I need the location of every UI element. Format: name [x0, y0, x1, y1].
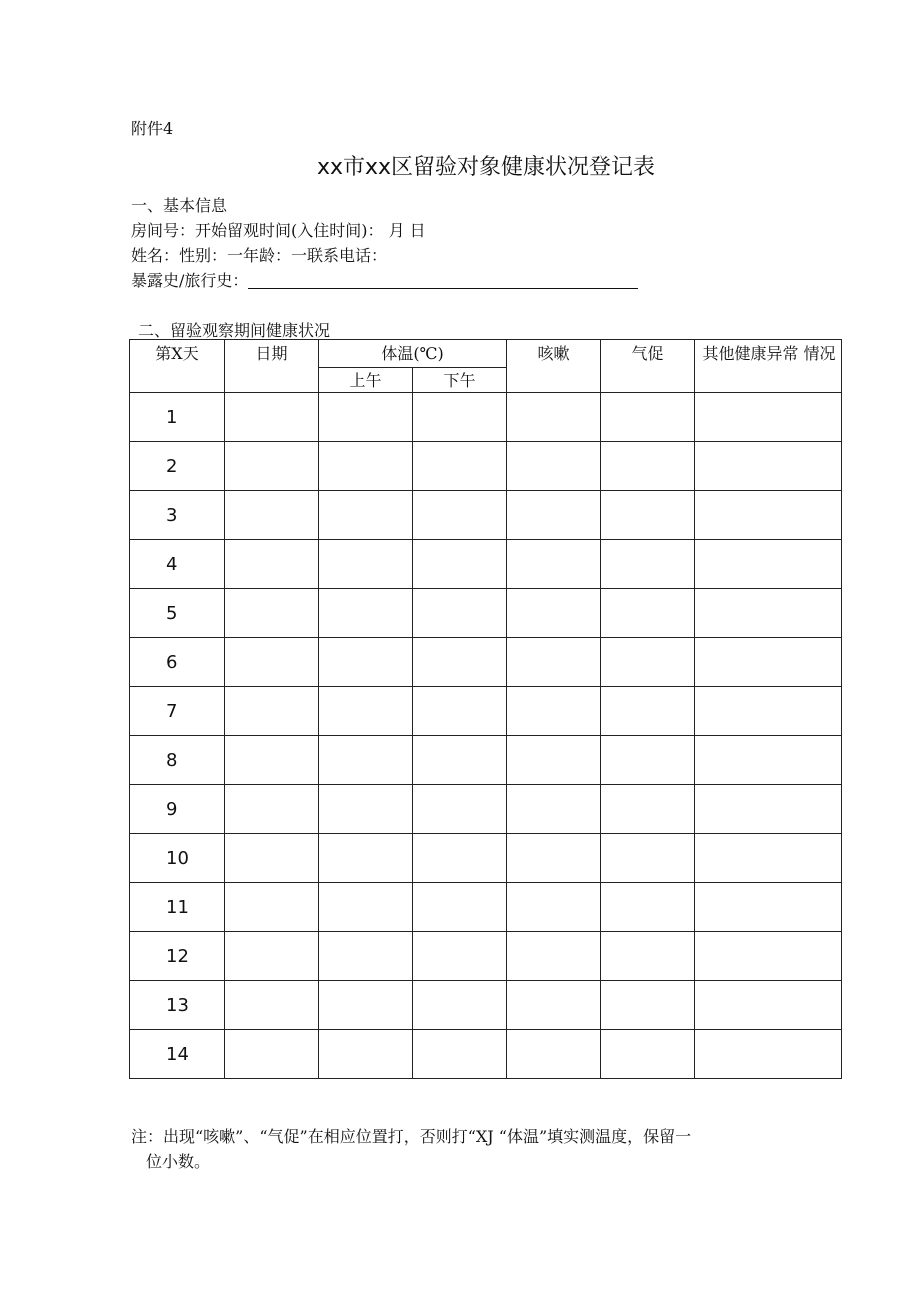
- day-number-cell: 3: [130, 491, 225, 540]
- temp-pm-cell[interactable]: [413, 883, 507, 932]
- table-row: [130, 638, 842, 687]
- note-line-2: 位小数。: [146, 1152, 211, 1171]
- form-title: xx市xx区留验对象健康状况登记表: [316, 155, 656, 180]
- day-number-cell: 7: [130, 687, 225, 736]
- date-cell[interactable]: [225, 1030, 319, 1079]
- temp-pm-cell[interactable]: [413, 638, 507, 687]
- temp-am-cell[interactable]: [319, 736, 413, 785]
- breath-cell[interactable]: [601, 540, 695, 589]
- temp-pm-cell[interactable]: [413, 442, 507, 491]
- breath-cell[interactable]: [601, 687, 695, 736]
- breath-cell[interactable]: [601, 491, 695, 540]
- date-cell[interactable]: [225, 834, 319, 883]
- cough-cell[interactable]: [507, 442, 601, 491]
- header-shortness-of-breath: 气促: [601, 340, 695, 393]
- date-cell[interactable]: [225, 442, 319, 491]
- day-number-cell: 2: [130, 442, 225, 491]
- table-row: [130, 1030, 842, 1079]
- temp-am-cell[interactable]: [319, 981, 413, 1030]
- breath-cell[interactable]: [601, 589, 695, 638]
- other-cell[interactable]: [695, 1030, 842, 1079]
- temp-am-cell[interactable]: [319, 589, 413, 638]
- cough-cell[interactable]: [507, 834, 601, 883]
- temp-pm-cell[interactable]: [413, 785, 507, 834]
- other-cell[interactable]: [695, 932, 842, 981]
- table-row: [130, 834, 842, 883]
- temp-am-cell[interactable]: [319, 540, 413, 589]
- temp-am-cell[interactable]: [319, 932, 413, 981]
- temp-pm-cell[interactable]: [413, 1030, 507, 1079]
- day-number-cell: 10: [130, 834, 225, 883]
- date-cell[interactable]: [225, 540, 319, 589]
- breath-cell[interactable]: [601, 981, 695, 1030]
- breath-cell[interactable]: [601, 638, 695, 687]
- header-temperature: 体温(℃): [319, 340, 507, 368]
- table-row: [130, 932, 842, 981]
- temp-am-cell[interactable]: [319, 442, 413, 491]
- day-number-cell: 6: [130, 638, 225, 687]
- cough-cell[interactable]: [507, 932, 601, 981]
- day-number-cell: 5: [130, 589, 225, 638]
- cough-cell[interactable]: [507, 540, 601, 589]
- header-day: 第X天: [130, 340, 225, 393]
- cough-cell[interactable]: [507, 736, 601, 785]
- date-cell[interactable]: [225, 393, 319, 442]
- date-cell[interactable]: [225, 981, 319, 1030]
- temp-pm-cell[interactable]: [413, 932, 507, 981]
- temp-am-cell[interactable]: [319, 491, 413, 540]
- header-afternoon: 下午: [413, 368, 507, 393]
- temp-pm-cell[interactable]: [413, 540, 507, 589]
- temp-am-cell[interactable]: [319, 687, 413, 736]
- breath-cell[interactable]: [601, 785, 695, 834]
- table-row: [130, 883, 842, 932]
- table-row: [130, 589, 842, 638]
- other-cell[interactable]: [695, 393, 842, 442]
- date-cell[interactable]: [225, 932, 319, 981]
- day-number-cell: 13: [130, 981, 225, 1030]
- breath-cell[interactable]: [601, 393, 695, 442]
- table-header-row: [130, 340, 842, 368]
- temp-am-cell[interactable]: [319, 834, 413, 883]
- temp-pm-cell[interactable]: [413, 981, 507, 1030]
- table-row: [130, 442, 842, 491]
- breath-cell[interactable]: [601, 1030, 695, 1079]
- other-cell[interactable]: [695, 638, 842, 687]
- other-cell[interactable]: [695, 981, 842, 1030]
- day-number-cell: 12: [130, 932, 225, 981]
- temp-pm-cell[interactable]: [413, 393, 507, 442]
- exposure-history-label: 暴露史/旅行史：: [131, 271, 249, 290]
- table-row: [130, 981, 842, 1030]
- day-number-cell: 9: [130, 785, 225, 834]
- temp-am-cell[interactable]: [319, 393, 413, 442]
- other-cell[interactable]: [695, 442, 842, 491]
- day-number-cell: 14: [130, 1030, 225, 1079]
- cough-cell[interactable]: [507, 1030, 601, 1079]
- temp-pm-cell[interactable]: [413, 589, 507, 638]
- table-row: [130, 785, 842, 834]
- breath-cell[interactable]: [601, 883, 695, 932]
- other-cell[interactable]: [695, 834, 842, 883]
- exposure-history-field[interactable]: [248, 270, 638, 289]
- other-cell[interactable]: [695, 883, 842, 932]
- other-cell[interactable]: [695, 540, 842, 589]
- date-cell[interactable]: [225, 687, 319, 736]
- day-number-cell: 1: [130, 393, 225, 442]
- day-number-cell: 8: [130, 736, 225, 785]
- table-row: [130, 736, 842, 785]
- day-number-cell: 11: [130, 883, 225, 932]
- cough-cell[interactable]: [507, 491, 601, 540]
- attachment-label: 附件4: [131, 119, 174, 138]
- header-other-abnormal: 其他健康异常 情况: [695, 340, 842, 393]
- breath-cell[interactable]: [601, 834, 695, 883]
- cough-cell[interactable]: [507, 393, 601, 442]
- temp-am-cell[interactable]: [319, 1030, 413, 1079]
- temp-pm-cell[interactable]: [413, 834, 507, 883]
- temp-pm-cell[interactable]: [413, 491, 507, 540]
- temp-am-cell[interactable]: [319, 785, 413, 834]
- cough-cell[interactable]: [507, 687, 601, 736]
- date-cell[interactable]: [225, 491, 319, 540]
- temp-am-cell[interactable]: [319, 883, 413, 932]
- room-checkin-line: 房间号：开始留观时间(入住时间)： 月 日: [131, 221, 426, 240]
- exposure-history-line: [131, 268, 638, 291]
- header-date: 日期: [225, 340, 319, 393]
- date-cell[interactable]: [225, 883, 319, 932]
- other-cell[interactable]: [695, 491, 842, 540]
- table-row: [130, 393, 842, 442]
- cough-cell[interactable]: [507, 785, 601, 834]
- note-line-1: 注：出现“咳嗽”、“气促”在相应位置打，否则打“XJ “体温”填实测温度，保留一: [131, 1127, 692, 1146]
- section2-heading: 二、留验观察期间健康状况: [138, 321, 331, 340]
- date-cell[interactable]: [225, 638, 319, 687]
- other-cell[interactable]: [695, 736, 842, 785]
- header-morning: 上午: [319, 368, 413, 393]
- name-gender-age-phone-line: 姓名：性别：一年龄：一联系电话：: [131, 246, 388, 265]
- cough-cell[interactable]: [507, 981, 601, 1030]
- health-status-table: [129, 339, 842, 1079]
- breath-cell[interactable]: [601, 442, 695, 491]
- date-cell[interactable]: [225, 785, 319, 834]
- cough-cell[interactable]: [507, 883, 601, 932]
- table-row: [130, 687, 842, 736]
- cough-cell[interactable]: [507, 589, 601, 638]
- cough-cell[interactable]: [507, 638, 601, 687]
- temp-am-cell[interactable]: [319, 638, 413, 687]
- section1-heading: 一、基本信息: [131, 196, 228, 215]
- table-row: [130, 540, 842, 589]
- day-number-cell: 4: [130, 540, 225, 589]
- temp-pm-cell[interactable]: [413, 736, 507, 785]
- date-cell[interactable]: [225, 589, 319, 638]
- breath-cell[interactable]: [601, 932, 695, 981]
- header-cough: 咳嗽: [507, 340, 601, 393]
- breath-cell[interactable]: [601, 736, 695, 785]
- temp-pm-cell[interactable]: [413, 687, 507, 736]
- date-cell[interactable]: [225, 736, 319, 785]
- table-row: [130, 491, 842, 540]
- other-cell[interactable]: [695, 785, 842, 834]
- other-cell[interactable]: [695, 687, 842, 736]
- day-rows: [130, 393, 842, 1079]
- other-cell[interactable]: [695, 589, 842, 638]
